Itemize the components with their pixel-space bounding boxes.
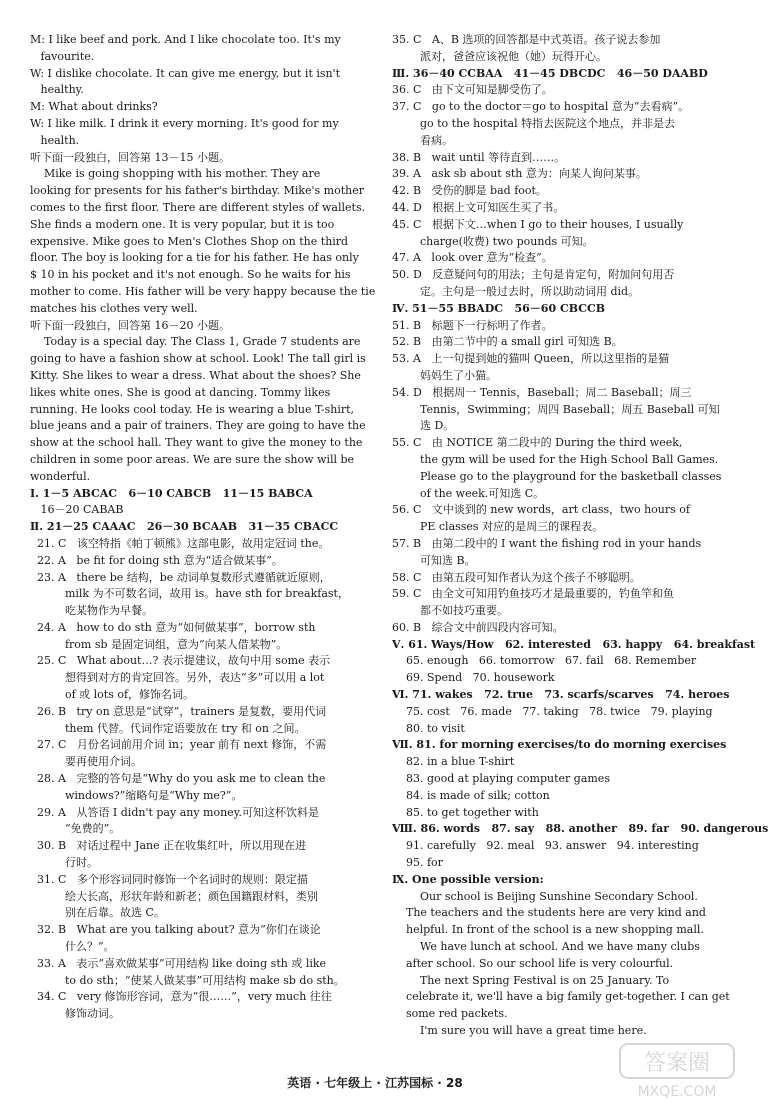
- text-line: Ⅲ. 36－40 CCBAA 41－45 DBCDC 46－50 DAABD: [392, 66, 708, 80]
- text-line: Tennis，Swimming；周四 Baseball；周五 Baseball 可知: [392, 402, 720, 416]
- text-line: of 或 lots of，修饰名词。: [30, 688, 195, 702]
- text-line: W: I dislike chocolate. It can give me energy, but it isn't: [30, 66, 341, 80]
- text-line: 听下面一段独白，回答第 16－20 小题。: [30, 318, 230, 332]
- text-line: Ⅸ. One possible version:: [392, 872, 544, 886]
- text-line: 56. C 文中谈到的 new words，art class，two hours of: [392, 503, 690, 517]
- text-line: Ⅵ. 71. wakes 72. true 73. scarfs/scarves 74. heroes: [392, 688, 730, 702]
- text-line: 35. C A、B 选项的回答都是中式英语。孩子说去参加: [392, 33, 661, 46]
- text-line: 听下面一段独白，回答第 13－15 小题。: [30, 150, 230, 164]
- text-line: 38. B wait until 等待直到……。: [392, 150, 566, 164]
- text-line: health.: [30, 133, 80, 147]
- text-line: charge(收费) two pounds 可知。: [392, 234, 594, 248]
- text-line: 83. good at playing computer games: [392, 772, 610, 786]
- text-line: 34. C very 修饰形容词，意为“很……”，very much 往往: [30, 990, 332, 1004]
- text-line: 55. C 由 NOTICE 第二段中的 During the third week,: [392, 436, 683, 450]
- text-line: 25. C What about…? 表示提建议，故句中用 some 表示: [30, 654, 331, 668]
- text-line: 修饰动词。: [30, 1007, 120, 1021]
- text-line: 85. to get together with: [392, 805, 539, 819]
- text-line: the gym will be used for the High School Ball Games.: [392, 452, 719, 466]
- text-line: 45. C 根据下文…when I go to their houses, I usually: [392, 217, 684, 231]
- text-line: matches his clothes very well.: [30, 301, 198, 315]
- svg-text:MXQE.COM: MXQE.COM: [637, 1084, 717, 1100]
- text-line: going to have a fashion show at school. Look! The tall girl is: [30, 352, 366, 366]
- text-line: 75. cost 76. made 77. taking 78. twice 79. playing: [392, 704, 713, 718]
- text-line: mother to come. His father will be very happy because the tie: [30, 284, 376, 298]
- text-line: 36. C 由下文可知是脚受伤了。: [392, 83, 553, 97]
- text-line: W: I like milk. I drink it every morning. It's good for my: [30, 116, 339, 130]
- text-line: 65. enough 66. tomorrow 67. fail 68. Remember: [392, 654, 697, 668]
- text-line: 看病。: [392, 133, 453, 147]
- text-line: 可知选 B。: [392, 553, 476, 567]
- text-line: 24. A how to do sth 意为“如何做某事”，borrow sth: [30, 620, 316, 634]
- text-line: milk 为不可数名词，故用 is。have sth for breakfast，: [30, 587, 349, 601]
- text-line: 26. B try on 意思是“试穿”，trainers 是复数，要用代词: [30, 704, 327, 718]
- text-line: 绘大长高，形状年龄和新老；颜色国籍跟材料，类别: [30, 889, 318, 903]
- text-line: 84. is made of silk; cotton: [392, 788, 550, 802]
- text-line: 定。主句是一般过去时，所以助动词用 did。: [392, 284, 640, 298]
- text-line: 82. in a blue T-shirt: [392, 755, 515, 769]
- text-line: 39. A ask sb about sth 意为：向某人询问某事。: [392, 167, 647, 181]
- watermark-logo: [618, 1040, 736, 1102]
- text-line: 47. A look over 意为“检查”。: [392, 251, 553, 265]
- text-line: We have lunch at school. And we have many clubs: [392, 940, 700, 954]
- text-line: 53. A 上一句提到她的猫叫 Queen，所以这里指的是猫: [392, 352, 670, 366]
- text-line: M: I like beef and pork. And I like chocolate too. It's my: [30, 33, 341, 46]
- text-line: $ 10 in his pocket and it's not enough. So he waits for his: [30, 268, 351, 282]
- text-line: M: What about drinks?: [30, 100, 158, 114]
- text-line: likes white ones. She is good at dancing. Tommy likes: [30, 385, 331, 399]
- text-line: 60. B 综合文中前四段内容可知。: [392, 620, 564, 634]
- text-line: Ⅷ. 86. words 87. say 88. another 89. far 90. dangerous: [392, 822, 768, 836]
- right-column: [392, 32, 768, 1040]
- text-line: She finds a modern one. It is very popular, but it is too: [30, 217, 335, 231]
- text-line: 都不如技巧重要。: [392, 604, 508, 618]
- text-line: 44. D 根据上文可知医生买了书。: [392, 200, 565, 214]
- text-line: 59. C 由全文可知用钓鱼技巧才是最重要的，钓鱼竿和鱼: [392, 587, 674, 601]
- text-line: to do sth；“使某人做某事”可用结构 make sb do sth。: [30, 973, 345, 987]
- text-line: of the week.可知选 C。: [392, 486, 545, 500]
- text-line: blue jeans and a pair of trainers. They are going to have the: [30, 419, 366, 433]
- text-line: 33. A 表示“喜欢做某事”可用结构 like doing sth 或 like: [30, 956, 327, 970]
- text-line: I'm sure you will have a great time here.: [392, 1024, 647, 1038]
- text-line: 58. C 由第五段可知作者认为这个孩子不够聪明。: [392, 570, 641, 584]
- text-line: 57. B 由第二段中的 I want the fishing rod in your hands: [392, 536, 702, 550]
- text-line: windows?”缩略句是“Why me?”。: [30, 788, 243, 802]
- text-line: 32. B What are you talking about? 意为“你们在谈论: [30, 923, 321, 937]
- text-line: healthy.: [30, 83, 84, 97]
- text-line: 51. B 标题下一行标明了作者。: [392, 318, 553, 332]
- text-line: some red packets.: [392, 1007, 508, 1021]
- text-line: 91. carefully 92. meal 93. answer 94. interesting: [392, 839, 699, 853]
- text-line: 95. for: [392, 856, 443, 870]
- text-line: children in some poor areas. We are sure the show will be: [30, 452, 355, 466]
- text-line: 吃某物作为早餐。: [30, 604, 153, 618]
- text-line: 29. A 从答语 I didn't pay any money.可知这杯饮料是: [30, 805, 319, 819]
- text-line: comes to the first floor. There are different styles of wallets.: [30, 200, 366, 214]
- text-line: show at the school hall. They want to give the money to the: [30, 436, 363, 450]
- text-line: running. He looks cool today. He is wearing a blue T-shirt,: [30, 402, 355, 416]
- text-line: celebrate it, we'll have a big family get-together. I can get: [392, 990, 730, 1004]
- text-line: 50. D 反意疑问句的用法；主句是肯定句，附加问句用否: [392, 268, 675, 282]
- text-line: Today is a special day. The Class 1, Grade 7 students are: [30, 335, 361, 349]
- text-line: 派对，爸爸应该祝他（她）玩得开心。: [392, 49, 607, 63]
- text-line: 30. B 对话过程中 Jane 正在收集红叶，所以用现在进: [30, 839, 307, 853]
- text-line: wonderful.: [30, 469, 91, 483]
- text-line: 别在后靠。故选 C。: [30, 906, 165, 920]
- text-line: PE classes 对应的是周三的课程表。: [392, 520, 604, 534]
- text-line: 妈妈生了小猫。: [392, 368, 497, 382]
- text-line: floor. The boy is looking for a tie for his father. He has only: [30, 251, 359, 265]
- text-line: “免费的”。: [30, 822, 121, 836]
- text-line: Ⅰ. 1－5 ABCAC 6－10 CABCB 11－15 BABCA: [30, 486, 313, 500]
- text-line: Kitty. She likes to wear a dress. What about the shoes? She: [30, 368, 361, 382]
- text-line: Ⅴ. 61. Ways/How 62. interested 63. happy 64. breakfast: [392, 637, 756, 651]
- text-line: them 代替。代词作定语要放在 try 和 on 之间。: [30, 721, 306, 735]
- text-line: 行时。: [30, 856, 98, 870]
- text-line: 想得到对方的肯定回答。另外，表达“多”可以用 a lot: [30, 671, 325, 685]
- text-line: 27. C 月份名词前用介词 in；year 前有 next 修饰，不需: [30, 738, 327, 752]
- text-line: 69. Spend 70. housework: [392, 671, 555, 685]
- text-line: The next Spring Festival is on 25 January. To: [392, 973, 670, 987]
- text-line: 37. C go to the doctor＝go to hospital 意为“去看病”。: [392, 100, 690, 114]
- page-footer: 英语 · 七年级上 · 江苏国标 · 28: [287, 1076, 463, 1090]
- text-line: 21. C 该空特指《帕丁顿熊》这部电影，故用定冠词 the。: [30, 536, 330, 550]
- text-line: Ⅳ. 51－55 BBADC 56－60 CBCCB: [392, 301, 606, 315]
- text-line: Ⅱ. 21－25 CAAAC 26－30 BCAAB 31－35 CBACC: [30, 520, 339, 534]
- text-line: 42. B 受伤的脚是 bad foot。: [392, 184, 547, 198]
- svg-text:答案圈: 答案圈: [643, 1051, 711, 1076]
- text-line: 22. A be fit for doing sth 意为“适合做某事”。: [30, 553, 283, 567]
- text-line: favourite.: [30, 49, 95, 63]
- text-line: 52. B 由第二节中的 a small girl 可知选 B。: [392, 335, 623, 349]
- text-line: looking for presents for his father's birthday. Mike's mother: [30, 184, 365, 198]
- text-line: 28. A 完整的答句是“Why do you ask me to clean the: [30, 772, 326, 786]
- text-line: Our school is Beijing Sunshine Secondary School.: [392, 889, 698, 903]
- text-line: go to the hospital 特指去医院这个地点，并非是去: [392, 116, 676, 130]
- text-line: expensive. Mike goes to Men's Clothes Shop on the third: [30, 234, 349, 248]
- text-line: 选 D。: [392, 419, 455, 433]
- text-line: Ⅶ. 81. for morning exercises/to do morning exercises: [392, 738, 727, 752]
- text-line: 要再使用介词。: [30, 755, 142, 769]
- text-line: helpful. In front of the school is a new shopping mall.: [392, 923, 704, 937]
- text-line: Please go to the playground for the basketball classes: [392, 469, 722, 483]
- text-line: 80. to visit: [392, 721, 465, 735]
- text-line: 31. C 多个形容词同时修饰一个名词时的规则：限定描: [30, 872, 308, 886]
- text-line: 16－20 CABAB: [30, 503, 124, 517]
- text-line: 什么？”。: [30, 940, 115, 954]
- text-line: from sb 是固定词组，意为“向某人借某物”。: [30, 637, 288, 651]
- text-line: 23. A there be 结构，be 动词单复数形式遵循就近原则，: [30, 570, 331, 584]
- text-line: 54. D 根据周一 Tennis，Baseball；周二 Baseball；周三: [392, 385, 692, 399]
- left-column: [30, 32, 375, 1023]
- text-line: The teachers and the students here are very kind and: [392, 906, 706, 920]
- text-line: Mike is going shopping with his mother. They are: [30, 167, 321, 181]
- text-line: after school. So our school life is very colourful.: [392, 956, 674, 970]
